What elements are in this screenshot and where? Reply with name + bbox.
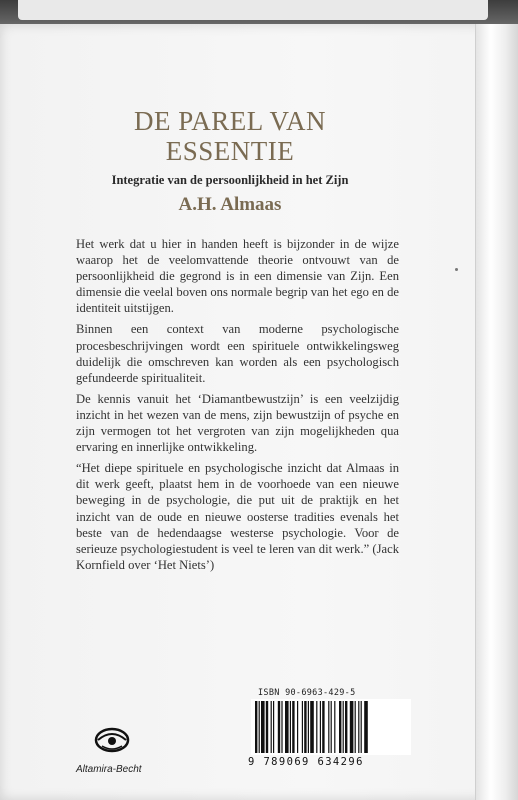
barcode-bar — [304, 701, 306, 753]
blurb-paragraph: “Het diepe spirituele en psychologische inzicht dat Almaas in dit werk geeft, plaatst hem in de voorhoede van een nieuwe beweging in de psychologie, die put uit de praktijk en het inzicht van de oude en nieuwe oosterse tradities evenals het beste van de hedendaagse westerse psychologie. Voor de serieuze psychologiestudent is veel te leren van dit werk.” (Jack Kornfield over ‘Het Niets’) — [76, 461, 399, 572]
blurb-paragraph: De kennis vanuit het ‘Diamantbewustzijn’ is een veelzijdig inzicht in het wezen van de mens, zijn bewustzijn of psyche en zijn vermogen tot het vergroten van zijn mogelijkheden qua ervaring en innerlijke ontwikkeling. — [76, 391, 399, 455]
blurb-text — [76, 236, 399, 578]
publisher-name: Altamira-Becht — [76, 764, 142, 775]
barcode-bar — [345, 701, 347, 753]
barcode-bar — [339, 701, 341, 753]
isbn-label: ISBN 90-6963-429-5 — [258, 688, 356, 698]
barcode-bar — [278, 701, 280, 753]
book-subtitle: Integratie van de persoonlijkheid in het Zijn — [111, 173, 349, 187]
barcode-bar — [261, 701, 265, 753]
barcode-bar — [290, 701, 291, 753]
book-below-edge — [18, 0, 488, 20]
barcode-bar — [358, 701, 359, 753]
publisher-logo-graphic — [94, 724, 130, 754]
barcode-bar — [343, 701, 344, 753]
barcode-bar — [285, 701, 289, 753]
barcode-bar — [310, 701, 314, 753]
barcode-icon — [251, 699, 411, 755]
barcode-bar — [281, 701, 282, 753]
barcode-bar — [266, 701, 268, 753]
barcode-bar — [320, 701, 321, 753]
barcode-bar — [331, 701, 332, 753]
barcode-bar — [334, 701, 335, 753]
barcode-bar — [328, 701, 329, 753]
publisher-logo-icon — [94, 724, 130, 754]
barcode-bar — [322, 701, 324, 753]
blurb-paragraph: Binnen een context van moderne psychologische procesbeschrijvingen wordt een spirituele ontwikkelingsweg duidelijk die omschreven kan worden als een psychologisch gefundeerde spiritualiteit. — [76, 322, 399, 385]
book-author: A.H. Almaas — [178, 194, 282, 215]
cover-speck — [455, 268, 458, 271]
barcode-bar — [271, 701, 272, 753]
barcode-bar — [273, 701, 274, 753]
top-book-edge — [0, 0, 518, 26]
blurb-paragraph: Het werk dat u hier in handen heeft is bijzonder in de wijze waarop het de veelomvattende theorie ontvouwt van de persoonlijkheid die gegrond is in een dimensie van Zijn. Een dimensie die veelal boven ons normale begrip van het ego en de identiteit uitstijgen. — [76, 237, 399, 316]
title-line-1: DE PAREL VAN — [133, 106, 327, 136]
barcode-bar — [292, 701, 294, 753]
book-spine — [475, 24, 518, 800]
barcode-number: 9 789069 634296 — [248, 756, 364, 768]
barcode-bar — [302, 701, 303, 753]
barcode-bar — [355, 701, 356, 753]
barcode-bars — [251, 699, 411, 755]
book-title — [60, 106, 400, 166]
barcode-bar — [308, 701, 309, 753]
barcode-bar — [350, 701, 354, 753]
barcode-bar — [316, 701, 317, 753]
barcode-bar — [259, 701, 260, 753]
title-line-2: ESSENTIE — [165, 136, 295, 166]
barcode-bar — [361, 701, 362, 753]
barcode-bar — [297, 701, 298, 753]
barcode-bar — [364, 701, 368, 753]
barcode-bar — [255, 701, 257, 753]
